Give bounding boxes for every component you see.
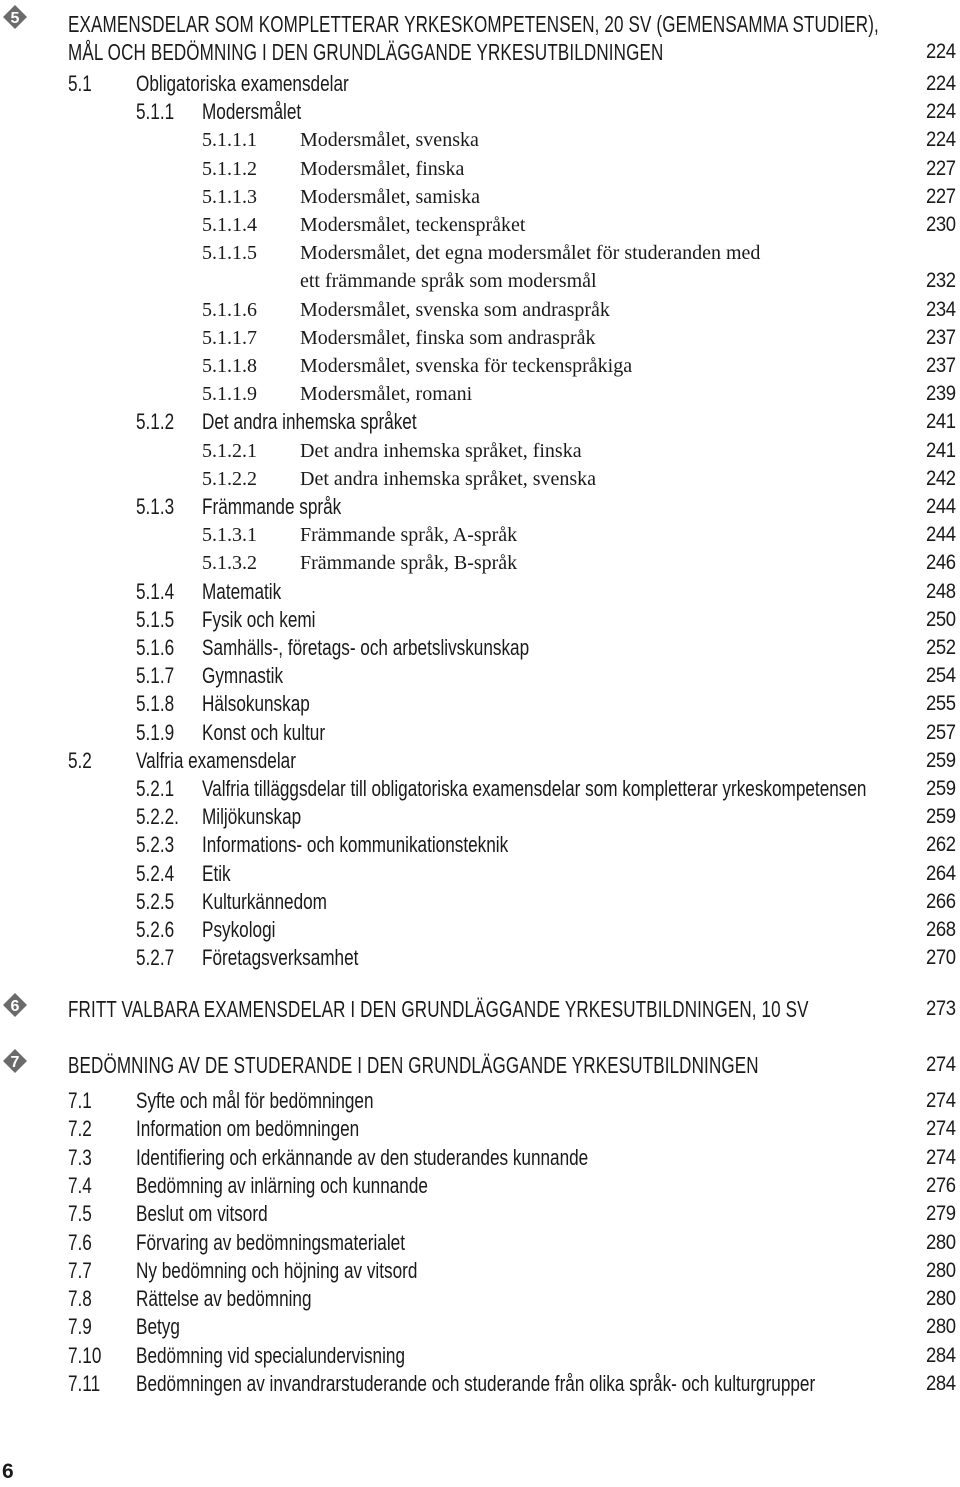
toc-entry-page: 266 [926, 889, 956, 913]
toc-entry [0, 1370, 960, 1398]
toc-entry-number: 5.2.1 [136, 776, 175, 801]
toc-entry-page: 234 [926, 297, 956, 321]
toc-entry-title: Modersmålet, finska som andraspråk [300, 326, 596, 349]
section-5-title-line1: EXAMENSDELAR SOM KOMPLETTERAR YRKESKOMPETENSEN, 20 SV (GEMENSAMMA STUDIER), [68, 11, 879, 37]
toc-entry-title: Modersmålet, finska [300, 157, 465, 180]
toc-entry [0, 1229, 960, 1257]
toc-entry-page: 224 [926, 100, 956, 124]
toc-entry-number: 5.1.4 [136, 578, 175, 604]
toc-entry-title: Främmande språk [202, 494, 342, 519]
toc-entry [0, 1200, 960, 1228]
toc-entry-title: Ny bedömning och höjning av vitsord [136, 1257, 418, 1283]
section-6-title: FRITT VALBARA EXAMENSDELAR I DEN GRUNDLÄGGANDE YRKESUTBILDNINGEN, 10 SV [68, 996, 809, 1022]
toc-entry-page: 264 [926, 861, 956, 885]
toc-entry-title: Modersmålet, svenska för teckenspråkiga [300, 355, 633, 377]
toc-entry-number: 7.9 [68, 1314, 92, 1340]
section-7-page: 274 [926, 1053, 956, 1076]
toc-entry-page: 224 [926, 72, 956, 95]
toc-entry [0, 1313, 960, 1341]
toc-entry-page: 244 [926, 495, 956, 518]
toc-entry-page: 241 [926, 410, 956, 434]
toc-entry-number: 5.1.2.1 [202, 439, 257, 462]
toc-entry-number: 5.1.7 [136, 663, 175, 689]
toc-entry [0, 1342, 960, 1370]
toc-entry-page: 227 [926, 184, 956, 208]
toc-entry-title: Modersmålet, svenska [300, 129, 479, 152]
toc-entry-number: 5.1.1.8 [202, 355, 257, 377]
toc-entry [0, 352, 960, 380]
toc-entry-number: 7.11 [68, 1371, 101, 1396]
toc-entry [0, 747, 960, 775]
toc-entry-page: 227 [926, 156, 956, 180]
toc-entry-title: Obligatoriska examensdelar [136, 71, 349, 96]
toc-entry-page: 259 [926, 777, 956, 800]
toc-entry-title: Modersmålet, teckenspråket [300, 214, 526, 236]
toc-entry [0, 126, 960, 154]
toc-entry-number: 5.2.4 [136, 860, 175, 886]
toc-entry-title: ett främmande språk som modersmål [300, 270, 597, 293]
section-5-page: 224 [926, 40, 956, 63]
toc-entry [0, 183, 960, 211]
toc-entry-number: 5.1 [68, 71, 92, 96]
toc-entry-title: Informations- och kommunikationsteknik [202, 832, 509, 858]
toc-entry-page: 280 [926, 1287, 956, 1311]
toc-entry-title: Gymnastik [202, 663, 284, 689]
toc-entry-page: 246 [926, 551, 956, 575]
toc-entry-page: 237 [926, 354, 956, 377]
toc-entry [0, 408, 960, 436]
toc-entry-title: Främmande språk, B-språk [300, 552, 518, 575]
toc-entry [0, 831, 960, 859]
toc-entry [0, 1257, 960, 1285]
toc-entry-title: Valfria examensdelar [136, 747, 296, 773]
toc-entry [0, 916, 960, 944]
toc-entry [0, 1172, 960, 1200]
toc-entry-number: 7.2 [68, 1116, 92, 1142]
toc-entry-number: 5.2.2. [136, 804, 179, 830]
toc-entry-page: 230 [926, 213, 956, 236]
toc-entry-number: 5.2.6 [136, 917, 175, 942]
toc-entry [0, 860, 960, 888]
toc-entry [0, 155, 960, 183]
toc-entry-title: Betyg [136, 1314, 180, 1340]
toc-entry-number: 5.1.3 [136, 494, 175, 519]
toc-entry-number: 7.7 [68, 1257, 92, 1283]
svg-text:6: 6 [10, 998, 20, 1015]
toc-entry-title: Modersmålet, svenska som andraspråk [300, 298, 610, 321]
section-5-heading [0, 10, 960, 38]
toc-entry-number: 7.8 [68, 1286, 92, 1312]
toc-entry [0, 324, 960, 352]
toc-entry [0, 1144, 960, 1172]
section-6-page: 273 [926, 997, 956, 1020]
toc-entry [0, 267, 960, 295]
toc-entry-number: 5.1.1.9 [202, 383, 257, 406]
toc-entry-number: 5.1.1.1 [202, 129, 257, 152]
toc-entry-title: Det andra inhemska språket [202, 409, 417, 435]
toc-entry [0, 465, 960, 493]
toc-entry [0, 296, 960, 324]
toc-entry-number: 5.1.1 [136, 99, 175, 125]
toc-entry-page: 257 [926, 720, 956, 744]
toc-entry [0, 211, 960, 239]
toc-entry-title: Syfte och mål för bedömningen [136, 1088, 374, 1113]
toc-entry-page: 254 [926, 664, 956, 688]
toc-entry-page: 232 [926, 269, 956, 293]
toc-entry-page: 262 [926, 833, 956, 857]
toc-entry [0, 1087, 960, 1115]
toc-entry-number: 5.1.1.2 [202, 157, 257, 180]
toc-entry-title: Fysik och kemi [202, 606, 316, 632]
toc-entry-title: Kulturkännedom [202, 888, 327, 914]
toc-entry [0, 578, 960, 606]
toc-entry-number: 7.5 [68, 1201, 92, 1227]
toc-entry-page: 274 [926, 1117, 956, 1141]
toc-entry-number: 5.1.8 [136, 691, 175, 717]
toc-entry-title: Konst och kultur [202, 719, 326, 745]
toc-entry-title: Hälsokunskap [202, 691, 310, 717]
section-7-heading [0, 1051, 960, 1079]
toc-entry-page: 274 [926, 1145, 956, 1169]
toc-entry-title: Samhälls-, företags- och arbetslivskunskap [202, 635, 530, 660]
toc-entry-page: 284 [926, 1372, 956, 1395]
svg-text:5: 5 [10, 10, 20, 27]
toc-entry-title: Etik [202, 860, 231, 886]
toc-entry-number: 5.2.5 [136, 888, 175, 914]
toc-entry [0, 1115, 960, 1143]
toc-entry-title: Modersmålet, romani [300, 383, 473, 406]
toc-entry-title: Modersmålet [202, 99, 302, 125]
toc-entry-number: 5.1.2 [136, 409, 175, 435]
toc-entry-number: 7.4 [68, 1172, 92, 1198]
toc-entry-page: 268 [926, 918, 956, 941]
toc-entry-number: 5.2 [68, 747, 92, 773]
toc-entry-number: 5.1.5 [136, 606, 175, 632]
toc-entry-page: 280 [926, 1315, 956, 1339]
toc-entry [0, 239, 960, 267]
toc-entry-page: 224 [926, 128, 956, 152]
toc-entry [0, 1285, 960, 1313]
toc-entry [0, 690, 960, 718]
toc-entry-title: Valfria tilläggsdelar till obligatoriska examensdelar som kompletterar yrkeskompetensen [202, 776, 867, 801]
toc-entry-number: 5.1.2.2 [202, 467, 257, 490]
toc-entry [0, 662, 960, 690]
toc-entry-page: 259 [926, 748, 956, 772]
toc-entry-title: Bedömning av inlärning och kunnande [136, 1172, 428, 1198]
toc-entry-number: 7.10 [68, 1342, 102, 1368]
section-6-heading [0, 995, 960, 1023]
toc-entry-title: Främmande språk, A-språk [300, 524, 518, 547]
toc-entry-title: Bedömning vid specialundervisning [136, 1342, 406, 1368]
toc-entry-title: Modersmålet, samiska [300, 185, 480, 208]
toc-entry-number: 5.1.1.4 [202, 214, 257, 236]
toc-entry-number: 5.1.6 [136, 635, 175, 660]
toc-entry [0, 944, 960, 972]
toc-entry-number: 5.1.3.2 [202, 552, 257, 575]
toc-entry-page: 239 [926, 382, 956, 406]
toc-entry-number: 5.1.3.1 [202, 524, 257, 547]
section-5-heading-line2 [0, 38, 960, 66]
toc-entry-title: Rättelse av bedömning [136, 1286, 312, 1312]
toc-entry-page: 237 [926, 325, 956, 349]
toc-entry-page: 274 [926, 1089, 956, 1112]
toc-entry-page: 248 [926, 579, 956, 603]
toc-entry-title: Företagsverksamhet [202, 945, 359, 971]
toc-entry [0, 606, 960, 634]
toc-entry-page: 280 [926, 1230, 956, 1254]
toc-entry-title: Förvaring av bedömningsmaterialet [136, 1229, 405, 1255]
toc-entry-number: 5.1.9 [136, 719, 175, 745]
toc-entry-page: 244 [926, 523, 956, 547]
toc-entry-page: 259 [926, 805, 956, 829]
toc-entry-title: Psykologi [202, 917, 276, 942]
toc-entry [0, 775, 960, 803]
toc-entry-title: Identifiering och erkännande av den studerandes kunnande [136, 1144, 589, 1170]
toc-entry-page: 276 [926, 1173, 956, 1197]
toc-entry [0, 70, 960, 98]
toc-entry-number: 5.1.1.5 [202, 242, 257, 265]
svg-text:7: 7 [10, 1054, 20, 1071]
toc-entry-number: 7.6 [68, 1229, 92, 1255]
toc-entry-number: 5.1.1.6 [202, 298, 257, 321]
toc-entry-title: Beslut om vitsord [136, 1201, 268, 1227]
section-5-title-line2: MÅL OCH BEDÖMNING I DEN GRUNDLÄGGANDE YRKESUTBILDNINGEN [68, 39, 664, 65]
toc-entry [0, 549, 960, 577]
toc-entry-page: 284 [926, 1343, 956, 1367]
toc-entry-number: 5.2.7 [136, 945, 175, 971]
toc-entry-page: 242 [926, 466, 956, 490]
toc-entry-number: 7.1 [68, 1088, 92, 1113]
toc-entry-page: 280 [926, 1258, 956, 1282]
page-number: 6 [2, 1460, 14, 1483]
toc-entry [0, 437, 960, 465]
toc-entry [0, 888, 960, 916]
toc-entry [0, 719, 960, 747]
toc-entry-title: Matematik [202, 578, 282, 604]
toc-entry-page: 250 [926, 607, 956, 631]
toc-entry-title: Det andra inhemska språket, svenska [300, 467, 597, 490]
toc-entry [0, 803, 960, 831]
toc-entry-page: 270 [926, 946, 956, 970]
toc-entry-title: Bedömningen av invandrarstuderande och studerande från olika språk- och kulturgrupper [136, 1371, 816, 1396]
toc-entry-page: 255 [926, 692, 956, 716]
toc-entry-page: 279 [926, 1202, 956, 1226]
toc-entry [0, 380, 960, 408]
toc-entry-page: 252 [926, 636, 956, 659]
toc-entry-number: 5.1.1.7 [202, 326, 257, 349]
toc-entry-title: Miljökunskap [202, 804, 302, 830]
toc-entry [0, 521, 960, 549]
toc-entry [0, 493, 960, 521]
toc-entry-title: Modersmålet, det egna modersmålet för studeranden med [300, 242, 761, 265]
section-7-title: BEDÖMNING AV DE STUDERANDE I DEN GRUNDLÄGGANDE YRKESUTBILDNINGEN [68, 1052, 759, 1078]
toc-entry-title: Det andra inhemska språket, finska [300, 439, 582, 462]
toc-entry-number: 5.2.3 [136, 832, 175, 858]
toc-entry-number: 7.3 [68, 1144, 92, 1170]
toc-entry [0, 98, 960, 126]
toc-entry-title: Information om bedömningen [136, 1116, 360, 1142]
toc-entry-page: 241 [926, 438, 956, 462]
toc-entry-number: 5.1.1.3 [202, 185, 257, 208]
toc-entry [0, 634, 960, 662]
